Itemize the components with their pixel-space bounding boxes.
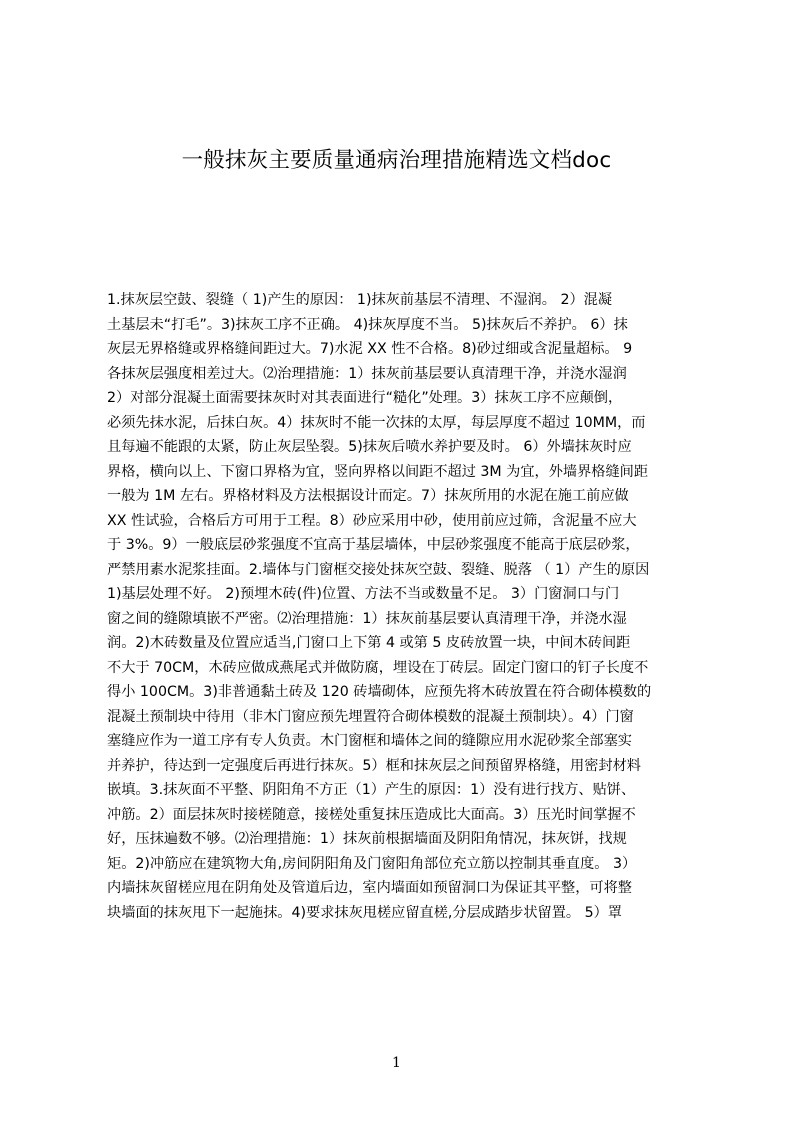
text-line: 界格，横向以上、下窗口界格为宜，竖向界格以间距不超过 3M 为宜，外墙界格缝间距 [107, 463, 649, 480]
text-line: 塞缝应作为一道工序有专人负责。木门窗框和墙体之间的缝隙应用水泥砂浆全部塞实 [107, 733, 632, 749]
text-line: 润。2)木砖数量及位置应适当,门窗口上下第 4 或第 5 皮砖放置一块，中间木砖间距 [107, 635, 631, 651]
text-line: 块墙面的抹灰甩下一起施抹。4)要求抹灰甩槎应留直槎,分层成踏步状留置。 5）罩 [107, 904, 622, 921]
text-line: 灰层无界格缝或界格缝间距过大。7)水泥 XX 性不合格。8)砂过细或含泥量超标。 9 [107, 341, 633, 357]
text-line: 必须先抹水泥，后抹白灰。4）抹灰时不能一次抹的太厚，每层厚度不超过 10MM，而 [107, 414, 646, 431]
body-text [107, 288, 697, 1008]
text-line: 内墙抹灰留槎应甩在阴角处及管道后边，室内墙面如预留洞口为保证其平整，可将整 [107, 880, 632, 896]
text-line: 窗之间的缝隙填嵌不严密。⑵治理措施：1）抹灰前基层要认真清理干净，并浇水湿 [107, 610, 627, 627]
text-line: 好，压抹遍数不够。⑵治理措施：1）抹灰前根据墙面及阴阳角情况，抹灰饼，找规 [107, 831, 627, 847]
text-line: 一般为 1M 左右。界格材料及方法根据设计而定。7）抹灰所用的水泥在施工前应做 [107, 488, 629, 504]
text-line: 不大于 70CM，木砖应做成燕尾式并做防腐，埋设在丁砖层。固定门窗口的钉子长度不 [107, 659, 649, 676]
text-line: 于 3%。9）一般底层砂浆强度不宜高于基层墙体，中层砂浆强度不能高于底层砂浆， [107, 537, 640, 553]
text-line: 严禁用素水泥浆挂面。2.墙体与门窗框交接处抹灰空鼓、裂缝、脱落 （ 1）产生的原因 [107, 561, 650, 578]
text-line: 1.抹灰层空鼓、裂缝（ 1)产生的原因： 1)抹灰前基层不清理、不湿润。 2）混凝 [107, 292, 613, 308]
text-line: 2）对部分混凝土面需要抹灰时对其表面进行“糙化”处理。3）抹灰工序不应颠倒， [107, 390, 623, 406]
text-line: 嵌填。3.抹灰面不平整、阴阳角不方正（1）产生的原因：1）没有进行找方、贴饼、 [107, 782, 636, 798]
text-line: 冲筋。2）面层抹灰时接槎随意，接槎处重复抹压造成比大面高。3）压光时间掌握不 [107, 806, 636, 823]
text-line: 土基层未“打毛”。3)抹灰工序不正确。 4)抹灰厚度不当。 5)抹灰后不养护。 6）抹 [107, 316, 628, 333]
text-line: 矩。2)冲筋应在建筑物大角,房间阴阳角及门窗阳角部位充立筋以控制其垂直度。 3） [107, 855, 637, 872]
text-line: 各抹灰层强度相差过大。⑵治理措施：1）抹灰前基层要认真清理干净，并浇水湿润 [107, 365, 627, 382]
text-line: 且每遍不能跟的太紧，防止灰层坠裂。5)抹灰后喷水养护要及时。 6）外墙抹灰时应 [107, 439, 632, 455]
document-title: 一般抹灰主要质量通病治理措施精选文档doc [181, 148, 612, 173]
text-line: 得小 100CM。3)非普通黏土砖及 120 砖墙砌体，应预先将木砖放置在符合砌体模数的 [107, 684, 652, 700]
text-line: 混凝土预制块中待用（非木门窗应预先埋置符合砌体模数的混凝土预制块）。4）门窗 [107, 708, 634, 725]
page-number: 1 [392, 1055, 401, 1071]
text-line: 并养护，待达到一定强度后再进行抹灰。5）框和抹灰层之间预留界格缝，用密封材料 [107, 757, 641, 774]
text-line: XX 性试验，合格后方可用于工程。8）砂应采用中砂，使用前应过筛，含泥量不应大 [107, 512, 637, 529]
text-line: 1)基层处理不好。 2)预埋木砖(件)位置、方法不当或数量不足。 3）门窗洞口与门 [107, 586, 620, 602]
